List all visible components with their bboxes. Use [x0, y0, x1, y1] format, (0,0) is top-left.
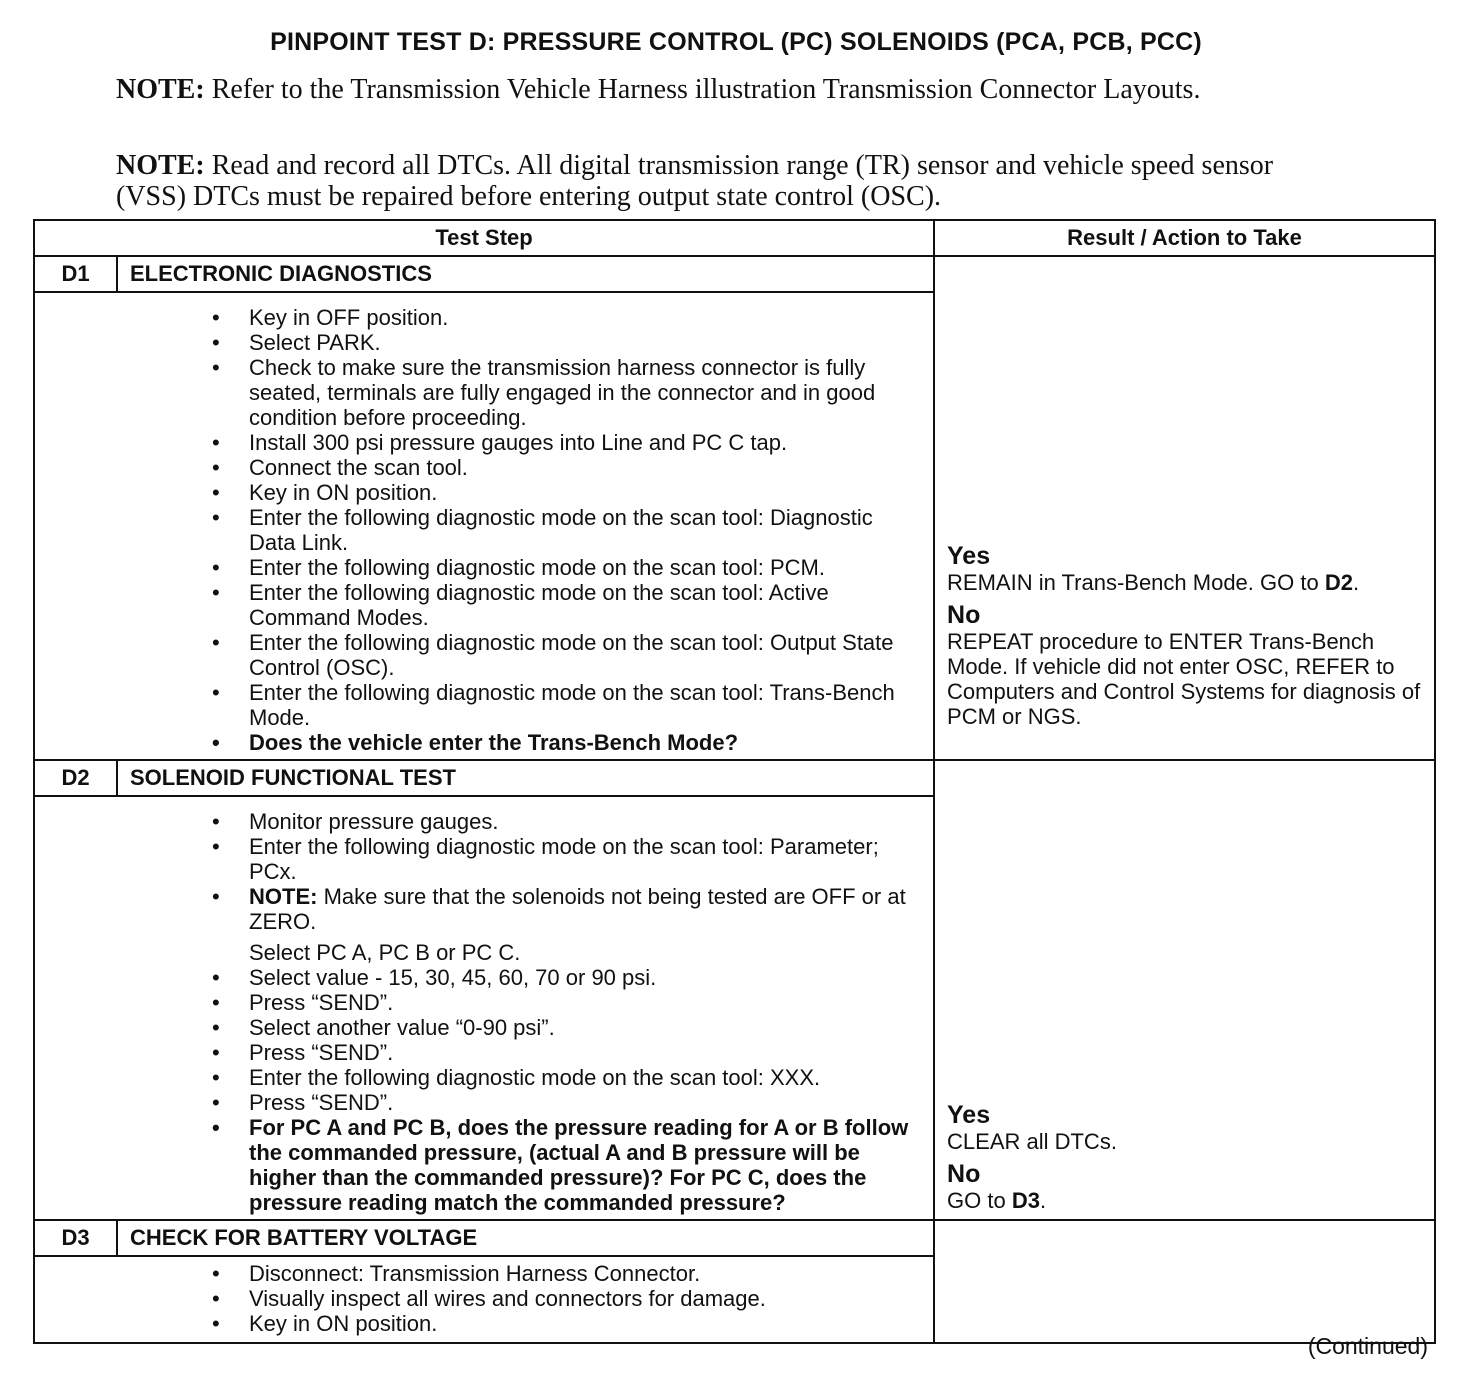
list-item: • Key in ON position.: [117, 480, 923, 505]
step-id: D3: [34, 1220, 117, 1256]
step-question: • For PC A and PC B, does the pressure reading for A or B follow the commanded pressure, (actual A and B pressure will be higher than the commanded pressure)? For PC C, does the pressure reading match the commanded pressure?: [117, 1115, 923, 1215]
no-text: GO to: [947, 1188, 1006, 1213]
pinpoint-test-table: [33, 219, 1436, 1344]
yes-step-ref: D2: [1324, 570, 1353, 595]
list-item: • Enter the following diagnostic mode on the scan tool: Parameter; PCx.: [117, 834, 923, 884]
yes-label: Yes: [947, 542, 991, 570]
step-d2-title-row: [34, 760, 1435, 796]
note-label: NOTE:: [249, 884, 318, 909]
step-title: SOLENOID FUNCTIONAL TEST: [117, 760, 934, 796]
no-action: [947, 1188, 1428, 1213]
list-item: • Enter the following diagnostic mode on the scan tool: Active Command Modes.: [117, 580, 923, 630]
list-item: • Check to make sure the transmission harness connector is fully seated, terminals are fully engaged in the connector and in good condition before proceeding.: [117, 355, 923, 430]
list-item: • Key in OFF position.: [117, 305, 923, 330]
header-test-step: Test Step: [34, 220, 934, 256]
header-result-action: Result / Action to Take: [934, 220, 1435, 256]
list-item: • Install 300 psi pressure gauges into Line and PC C tap.: [117, 430, 923, 455]
list-item: • Disconnect: Transmission Harness Connector.: [117, 1261, 923, 1286]
list-item-note: [117, 884, 923, 934]
yes-action: [947, 570, 1428, 595]
step-id: D2: [34, 760, 117, 796]
list-item: • Monitor pressure gauges.: [117, 809, 923, 834]
step-d1-result: [934, 256, 1435, 760]
yes-action: CLEAR all DTCs.: [947, 1129, 1117, 1154]
step-d1-title-row: [34, 256, 1435, 292]
list-item: • Select PARK.: [117, 330, 923, 355]
step-d1-items: [117, 292, 934, 760]
list-item: • Select value - 15, 30, 45, 60, 70 or 90 psi.: [117, 965, 923, 990]
table-header-row: [34, 220, 1435, 256]
no-label: No: [947, 601, 981, 629]
step-id-spacer: [34, 292, 117, 760]
list-item: • Enter the following diagnostic mode on the scan tool: Trans-Bench Mode.: [117, 680, 923, 730]
step-id-spacer: [34, 1256, 117, 1343]
list-item: • Enter the following diagnostic mode on the scan tool: Output State Control (OSC).: [117, 630, 923, 680]
no-step-ref: D3: [1011, 1188, 1040, 1213]
yes-label: Yes: [947, 1101, 991, 1129]
no-end: .: [1039, 1188, 1047, 1213]
note-record-dtcs: [116, 150, 1316, 212]
note-text: Make sure that the solenoids not being tested are OFF or at ZERO.: [249, 884, 906, 934]
list-item: • Press “SEND”.: [117, 1090, 923, 1115]
note-text: Refer to the Transmission Vehicle Harness illustration Transmission Connector Layouts.: [211, 74, 1201, 105]
continued-label: (Continued): [1307, 1333, 1428, 1359]
list-item: • Press “SEND”.: [117, 990, 923, 1015]
note-text: Read and record all DTCs. All digital transmission range (TR) sensor and vehicle speed sensor (VSS) DTCs must be repaired before entering output state control (OSC).: [116, 150, 1274, 212]
step-question: • Does the vehicle enter the Trans-Bench Mode?: [117, 730, 923, 755]
step-d3-result: [934, 1220, 1435, 1343]
note-label: NOTE:: [116, 150, 205, 181]
list-item: • Select another value “0-90 psi”.: [117, 1015, 923, 1040]
step-d3-title-row: [34, 1220, 1435, 1256]
list-item: • Enter the following diagnostic mode on the scan tool: XXX.: [117, 1065, 923, 1090]
list-item: • Press “SEND”.: [117, 1040, 923, 1065]
list-item: • Visually inspect all wires and connectors for damage.: [117, 1286, 923, 1311]
step-id: D1: [34, 256, 117, 292]
page-title: PINPOINT TEST D: PRESSURE CONTROL (PC) SOLENOIDS (PCA, PCB, PCC): [270, 28, 1202, 56]
no-action: REPEAT procedure to ENTER Trans-Bench Mode. If vehicle did not enter OSC, REFER to Computers and Control Systems for diagnosis of PCM or NGS.: [947, 629, 1421, 729]
step-title: CHECK FOR BATTERY VOLTAGE: [117, 1220, 934, 1256]
note-connector-layouts: [116, 74, 1416, 105]
list-item: • Enter the following diagnostic mode on the scan tool: PCM.: [117, 555, 923, 580]
step-title: ELECTRONIC DIAGNOSTICS: [117, 256, 934, 292]
yes-end: .: [1352, 570, 1360, 595]
step-d3-items: [117, 1256, 934, 1343]
step-d2-result: [934, 760, 1435, 1220]
step-id-spacer: [34, 796, 117, 1220]
list-item: Select PC A, PC B or PC C.: [249, 940, 521, 965]
note-label: NOTE:: [116, 74, 205, 105]
list-item: • Key in ON position.: [117, 1311, 923, 1336]
yes-text: REMAIN in Trans-Bench Mode. GO to: [947, 570, 1319, 595]
list-item: • Connect the scan tool.: [117, 455, 923, 480]
list-item: • Enter the following diagnostic mode on the scan tool: Diagnostic Data Link.: [117, 505, 923, 555]
step-d2-items: [117, 796, 934, 1220]
no-label: No: [947, 1160, 981, 1188]
